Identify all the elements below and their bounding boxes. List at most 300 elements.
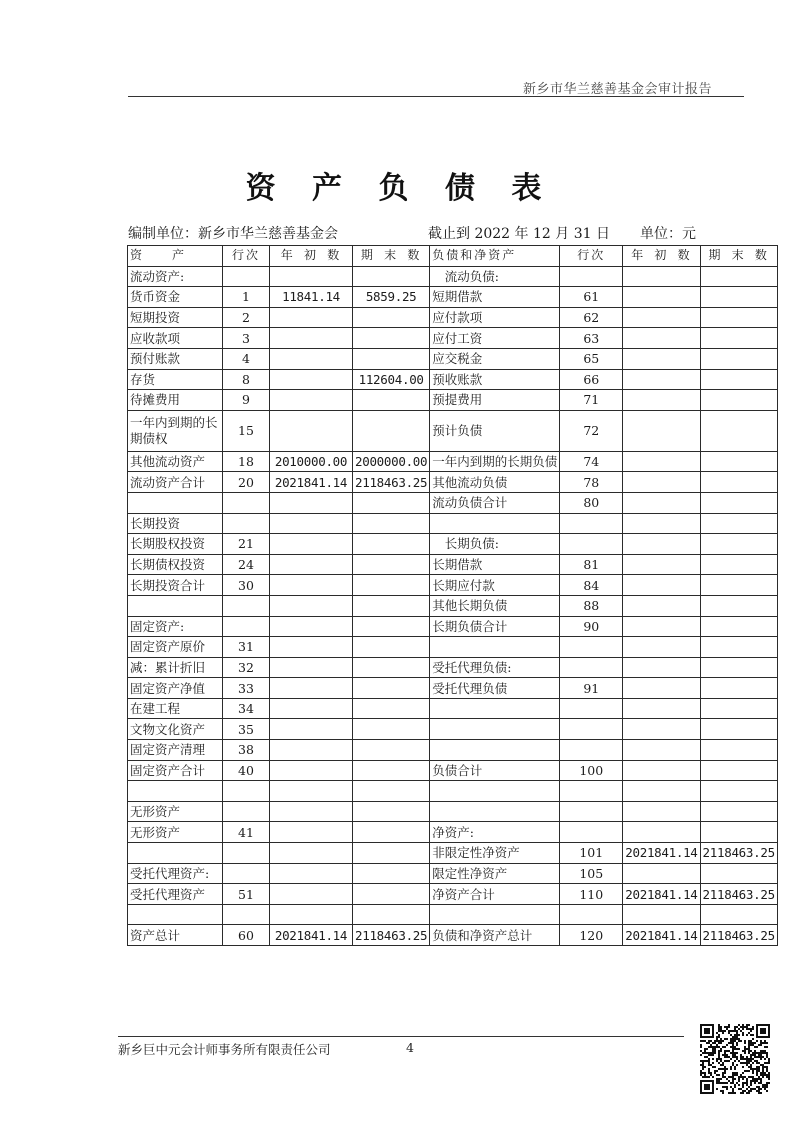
asset-begin-cell [270, 492, 353, 513]
table-row [128, 843, 778, 864]
asset-name-cell: 固定资产: [128, 616, 223, 637]
asset-end-cell [353, 492, 430, 513]
liability-begin-cell [623, 492, 700, 513]
liability-name-cell: 应交税金 [430, 348, 560, 369]
asset-name-cell: 在建工程 [128, 698, 223, 719]
liability-begin-cell: 年 初 数 [623, 246, 700, 267]
liability-line-no-cell [560, 513, 623, 534]
liability-end-cell [700, 801, 777, 822]
asset-line-no-cell: 38 [223, 740, 270, 761]
table-row [128, 719, 778, 740]
liability-name-cell: 长期应付款 [430, 575, 560, 596]
liability-begin-cell [623, 266, 700, 287]
liability-line-no-cell: 74 [560, 451, 623, 472]
preparing-unit: 编制单位：新乡市华兰慈善基金会 [128, 226, 338, 242]
asset-line-no-cell: 3 [223, 328, 270, 349]
asset-line-no-cell: 33 [223, 678, 270, 699]
asset-name-cell: 固定资产清理 [128, 740, 223, 761]
liability-begin-cell [623, 904, 700, 925]
asset-begin-cell [270, 781, 353, 802]
asset-begin-cell [270, 554, 353, 575]
liability-end-cell [700, 513, 777, 534]
asset-end-cell: 2118463.25 [353, 472, 430, 493]
asset-name-cell: 流动资产合计 [128, 472, 223, 493]
asset-name-cell: 长期投资 [128, 513, 223, 534]
liability-name-cell [430, 781, 560, 802]
asset-end-cell: 期 末 数 [353, 246, 430, 267]
liability-line-no-cell: 63 [560, 328, 623, 349]
liability-begin-cell [623, 554, 700, 575]
liability-line-no-cell: 80 [560, 492, 623, 513]
liability-line-no-cell: 81 [560, 554, 623, 575]
liability-end-cell: 2118463.25 [700, 843, 777, 864]
asset-line-no-cell: 51 [223, 884, 270, 905]
liability-line-no-cell [560, 740, 623, 761]
table-row [128, 616, 778, 637]
table-row [128, 348, 778, 369]
asset-begin-cell [270, 657, 353, 678]
liability-begin-cell [623, 678, 700, 699]
liability-name-cell [430, 904, 560, 925]
liability-line-no-cell: 101 [560, 843, 623, 864]
asset-end-cell [353, 328, 430, 349]
asset-end-cell [353, 410, 430, 451]
asset-begin-cell [270, 719, 353, 740]
liability-begin-cell [623, 657, 700, 678]
table-row [128, 369, 778, 390]
liability-begin-cell [623, 348, 700, 369]
liability-begin-cell [623, 781, 700, 802]
asset-begin-cell [270, 410, 353, 451]
liability-name-cell: 预计负债 [430, 410, 560, 451]
asset-name-cell: 受托代理资产: [128, 863, 223, 884]
asset-begin-cell [270, 390, 353, 411]
liability-name-cell: 净资产合计 [430, 884, 560, 905]
asset-begin-cell [270, 843, 353, 864]
liability-end-cell [700, 534, 777, 555]
liability-name-cell: 长期负债合计 [430, 616, 560, 637]
asset-end-cell [353, 595, 430, 616]
liability-line-no-cell: 84 [560, 575, 623, 596]
liability-name-cell: 其他流动负债 [430, 472, 560, 493]
asset-line-no-cell [223, 513, 270, 534]
asset-line-no-cell: 41 [223, 822, 270, 843]
asset-end-cell: 2118463.25 [353, 925, 430, 946]
table-row [128, 472, 778, 493]
liability-name-cell: 负债和净资产 [430, 246, 560, 267]
asset-name-cell [128, 904, 223, 925]
asset-begin-cell [270, 863, 353, 884]
liability-name-cell: 流动负债合计 [430, 492, 560, 513]
report-header: 新乡市华兰慈善基金会审计报告 [522, 82, 712, 97]
table-row [128, 657, 778, 678]
asset-line-no-cell: 2 [223, 307, 270, 328]
asset-begin-cell: 11841.14 [270, 287, 353, 308]
liability-name-cell: 应付工资 [430, 328, 560, 349]
asset-name-cell [128, 843, 223, 864]
liability-name-cell: 限定性净资产 [430, 863, 560, 884]
liability-end-cell [700, 595, 777, 616]
liability-line-no-cell: 行次 [560, 246, 623, 267]
asset-line-no-cell: 9 [223, 390, 270, 411]
table-row [128, 740, 778, 761]
liability-begin-cell [623, 410, 700, 451]
asset-line-no-cell [223, 843, 270, 864]
asset-name-cell [128, 492, 223, 513]
liability-name-cell [430, 698, 560, 719]
asset-line-no-cell: 行次 [223, 246, 270, 267]
header-rule [128, 96, 744, 97]
table-row [128, 595, 778, 616]
asset-line-no-cell [223, 781, 270, 802]
asset-line-no-cell [223, 492, 270, 513]
table-row [128, 492, 778, 513]
liability-name-cell: 预收账款 [430, 369, 560, 390]
asset-begin-cell: 2010000.00 [270, 451, 353, 472]
asset-name-cell: 其他流动资产 [128, 451, 223, 472]
liability-end-cell [700, 904, 777, 925]
asset-begin-cell [270, 740, 353, 761]
liability-end-cell [700, 637, 777, 658]
liability-line-no-cell [560, 822, 623, 843]
liability-line-no-cell [560, 534, 623, 555]
asset-line-no-cell: 34 [223, 698, 270, 719]
liability-begin-cell [623, 822, 700, 843]
asset-name-cell [128, 595, 223, 616]
asset-end-cell [353, 307, 430, 328]
liability-name-cell: 流动负债: [430, 266, 560, 287]
liability-begin-cell [623, 287, 700, 308]
liability-begin-cell: 2021841.14 [623, 843, 700, 864]
table-row [128, 451, 778, 472]
liability-end-cell [700, 740, 777, 761]
table-row [128, 534, 778, 555]
liability-end-cell [700, 575, 777, 596]
liability-end-cell [700, 287, 777, 308]
liability-name-cell: 一年内到期的长期负债 [430, 451, 560, 472]
asset-line-no-cell: 21 [223, 534, 270, 555]
liability-line-no-cell: 120 [560, 925, 623, 946]
asset-end-cell [353, 781, 430, 802]
liability-end-cell [700, 492, 777, 513]
table-row [128, 513, 778, 534]
asset-end-cell [353, 760, 430, 781]
asset-begin-cell [270, 698, 353, 719]
asset-begin-cell [270, 678, 353, 699]
liability-end-cell [700, 410, 777, 451]
asset-name-cell: 受托代理资产 [128, 884, 223, 905]
asset-end-cell [353, 719, 430, 740]
table-row [128, 801, 778, 822]
liability-name-cell: 长期借款 [430, 554, 560, 575]
asset-line-no-cell: 24 [223, 554, 270, 575]
table-row [128, 760, 778, 781]
liability-begin-cell [623, 863, 700, 884]
liability-end-cell [700, 616, 777, 637]
asset-begin-cell [270, 884, 353, 905]
asset-name-cell: 长期投资合计 [128, 575, 223, 596]
table-row [128, 554, 778, 575]
asset-line-no-cell [223, 616, 270, 637]
liability-end-cell: 期 末 数 [700, 246, 777, 267]
liability-begin-cell: 2021841.14 [623, 925, 700, 946]
asset-line-no-cell: 60 [223, 925, 270, 946]
liability-name-cell: 应付款项 [430, 307, 560, 328]
table-row [128, 698, 778, 719]
liability-name-cell: 负债和净资产总计 [430, 925, 560, 946]
liability-line-no-cell: 71 [560, 390, 623, 411]
asset-end-cell [353, 637, 430, 658]
liability-begin-cell [623, 801, 700, 822]
asset-end-cell: 5859.25 [353, 287, 430, 308]
asset-name-cell: 一年内到期的长期债权 [128, 410, 223, 451]
liability-line-no-cell: 62 [560, 307, 623, 328]
liability-line-no-cell [560, 719, 623, 740]
table-row [128, 884, 778, 905]
asset-end-cell [353, 904, 430, 925]
asset-line-no-cell: 20 [223, 472, 270, 493]
liability-line-no-cell: 61 [560, 287, 623, 308]
table-row [128, 266, 778, 287]
liability-line-no-cell [560, 801, 623, 822]
liability-end-cell [700, 698, 777, 719]
asset-line-no-cell [223, 266, 270, 287]
asset-line-no-cell: 32 [223, 657, 270, 678]
table-row [128, 904, 778, 925]
asset-line-no-cell: 40 [223, 760, 270, 781]
asset-end-cell [353, 822, 430, 843]
asset-line-no-cell [223, 595, 270, 616]
liability-begin-cell [623, 472, 700, 493]
asset-name-cell: 长期债权投资 [128, 554, 223, 575]
asset-end-cell [353, 266, 430, 287]
liability-name-cell [430, 740, 560, 761]
liability-begin-cell [623, 616, 700, 637]
liability-name-cell: 长期负债: [430, 534, 560, 555]
liability-line-no-cell [560, 266, 623, 287]
table-row [128, 822, 778, 843]
liability-end-cell: 2118463.25 [700, 884, 777, 905]
asset-begin-cell [270, 760, 353, 781]
liability-name-cell: 受托代理负债: [430, 657, 560, 678]
liability-name-cell [430, 513, 560, 534]
liability-begin-cell: 2021841.14 [623, 884, 700, 905]
liability-end-cell [700, 307, 777, 328]
liability-line-no-cell [560, 698, 623, 719]
liability-end-cell [700, 554, 777, 575]
table-row [128, 678, 778, 699]
asset-line-no-cell: 15 [223, 410, 270, 451]
asset-name-cell [128, 781, 223, 802]
asset-line-no-cell: 31 [223, 637, 270, 658]
table-header-row [128, 246, 778, 267]
liability-end-cell [700, 472, 777, 493]
liability-name-cell: 短期借款 [430, 287, 560, 308]
asset-line-no-cell [223, 801, 270, 822]
asset-name-cell: 长期股权投资 [128, 534, 223, 555]
asset-line-no-cell: 30 [223, 575, 270, 596]
asset-end-cell [353, 390, 430, 411]
report-date: 截止到 2022 年 12 月 31 日 [428, 226, 610, 242]
liability-line-no-cell: 66 [560, 369, 623, 390]
asset-line-no-cell: 8 [223, 369, 270, 390]
asset-begin-cell [270, 904, 353, 925]
liability-end-cell [700, 760, 777, 781]
asset-end-cell [353, 348, 430, 369]
asset-name-cell: 文物文化资产 [128, 719, 223, 740]
asset-line-no-cell [223, 904, 270, 925]
asset-begin-cell [270, 637, 353, 658]
liability-name-cell: 预提费用 [430, 390, 560, 411]
liability-line-no-cell: 110 [560, 884, 623, 905]
liability-end-cell [700, 348, 777, 369]
asset-end-cell [353, 534, 430, 555]
asset-name-cell: 存货 [128, 369, 223, 390]
table-row [128, 781, 778, 802]
asset-name-cell: 固定资产合计 [128, 760, 223, 781]
table-row [128, 307, 778, 328]
liability-name-cell: 净资产: [430, 822, 560, 843]
liability-line-no-cell: 91 [560, 678, 623, 699]
liability-name-cell [430, 637, 560, 658]
asset-end-cell [353, 657, 430, 678]
firm-name: 新乡巨中元会计师事务所有限责任公司 [118, 1042, 331, 1057]
asset-begin-cell: 2021841.14 [270, 925, 353, 946]
footer-rule [118, 1036, 684, 1037]
page-title: 资 产 负 债 表 [245, 171, 555, 206]
liability-begin-cell [623, 328, 700, 349]
liability-end-cell [700, 822, 777, 843]
liability-line-no-cell [560, 637, 623, 658]
asset-line-no-cell: 1 [223, 287, 270, 308]
asset-end-cell: 2000000.00 [353, 451, 430, 472]
asset-name-cell: 预付账款 [128, 348, 223, 369]
liability-begin-cell [623, 698, 700, 719]
liability-line-no-cell: 90 [560, 616, 623, 637]
asset-name-cell: 流动资产: [128, 266, 223, 287]
liability-begin-cell [623, 451, 700, 472]
liability-end-cell [700, 451, 777, 472]
liability-name-cell: 受托代理负债 [430, 678, 560, 699]
asset-end-cell [353, 575, 430, 596]
page-number: 4 [406, 1040, 414, 1055]
table-row [128, 328, 778, 349]
asset-begin-cell [270, 328, 353, 349]
liability-name-cell: 负债合计 [430, 760, 560, 781]
asset-line-no-cell: 4 [223, 348, 270, 369]
asset-begin-cell [270, 822, 353, 843]
liability-line-no-cell: 100 [560, 760, 623, 781]
liability-line-no-cell: 65 [560, 348, 623, 369]
asset-begin-cell [270, 266, 353, 287]
asset-line-no-cell: 18 [223, 451, 270, 472]
table-row [128, 863, 778, 884]
liability-end-cell [700, 657, 777, 678]
liability-begin-cell [623, 390, 700, 411]
liability-line-no-cell [560, 904, 623, 925]
asset-name-cell: 固定资产原价 [128, 637, 223, 658]
asset-begin-cell [270, 575, 353, 596]
asset-end-cell: 112604.00 [353, 369, 430, 390]
liability-end-cell [700, 328, 777, 349]
asset-name-cell: 货币资金 [128, 287, 223, 308]
liability-begin-cell [623, 307, 700, 328]
asset-begin-cell [270, 534, 353, 555]
table-row [128, 410, 778, 451]
asset-end-cell [353, 554, 430, 575]
liability-begin-cell [623, 637, 700, 658]
liability-begin-cell [623, 595, 700, 616]
asset-end-cell [353, 801, 430, 822]
liability-begin-cell [623, 740, 700, 761]
table-row [128, 390, 778, 411]
liability-line-no-cell: 72 [560, 410, 623, 451]
asset-end-cell [353, 863, 430, 884]
liability-begin-cell [623, 719, 700, 740]
liability-name-cell: 非限定性净资产 [430, 843, 560, 864]
asset-end-cell [353, 678, 430, 699]
liability-end-cell [700, 863, 777, 884]
asset-name-cell: 无形资产 [128, 801, 223, 822]
asset-name-cell: 短期投资 [128, 307, 223, 328]
asset-name-cell: 固定资产净值 [128, 678, 223, 699]
liability-begin-cell [623, 534, 700, 555]
asset-end-cell [353, 884, 430, 905]
liability-end-cell [700, 719, 777, 740]
table-row [128, 575, 778, 596]
asset-begin-cell [270, 369, 353, 390]
asset-begin-cell [270, 513, 353, 534]
table-row [128, 925, 778, 946]
liability-end-cell [700, 390, 777, 411]
liability-end-cell [700, 781, 777, 802]
asset-begin-cell [270, 801, 353, 822]
liability-end-cell [700, 266, 777, 287]
balance-sheet-table [127, 245, 778, 946]
table-row [128, 287, 778, 308]
liability-begin-cell [623, 513, 700, 534]
liability-line-no-cell: 105 [560, 863, 623, 884]
currency-unit: 单位：元 [640, 226, 696, 242]
asset-name-cell: 待摊费用 [128, 390, 223, 411]
asset-name-cell: 应收款项 [128, 328, 223, 349]
asset-begin-cell: 2021841.14 [270, 472, 353, 493]
asset-name-cell: 无形资产 [128, 822, 223, 843]
asset-end-cell [353, 513, 430, 534]
asset-end-cell [353, 616, 430, 637]
liability-end-cell [700, 369, 777, 390]
asset-begin-cell [270, 307, 353, 328]
liability-line-no-cell [560, 657, 623, 678]
liability-begin-cell [623, 575, 700, 596]
liability-line-no-cell [560, 781, 623, 802]
asset-line-no-cell: 35 [223, 719, 270, 740]
liability-name-cell [430, 801, 560, 822]
asset-end-cell [353, 740, 430, 761]
asset-end-cell [353, 843, 430, 864]
asset-name-cell: 减：累计折旧 [128, 657, 223, 678]
qr-code-icon [700, 1024, 770, 1094]
asset-begin-cell [270, 616, 353, 637]
asset-line-no-cell [223, 863, 270, 884]
asset-name-cell: 资产总计 [128, 925, 223, 946]
liability-end-cell [700, 678, 777, 699]
asset-end-cell [353, 698, 430, 719]
asset-begin-cell: 年 初 数 [270, 246, 353, 267]
liability-begin-cell [623, 760, 700, 781]
liability-name-cell: 其他长期负债 [430, 595, 560, 616]
liability-name-cell [430, 719, 560, 740]
